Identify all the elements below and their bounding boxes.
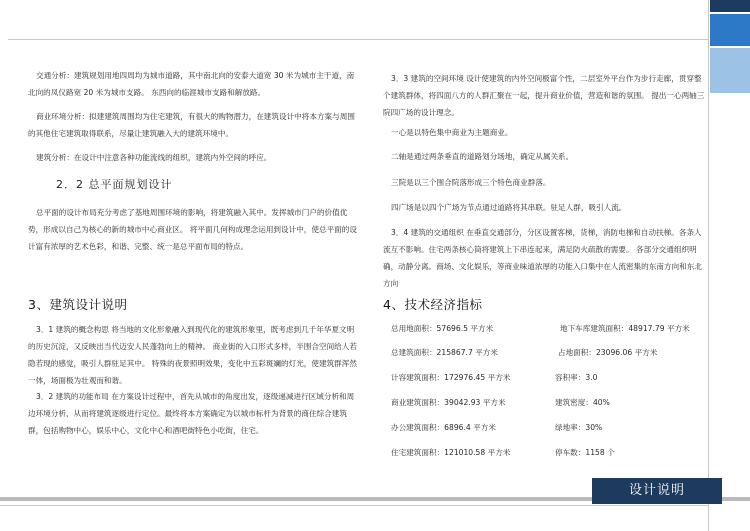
stat-total-land-area: 总用地面积：57696.5 平方米 [391,324,494,333]
traffic-analysis: 交通分析：建筑规划用地四周均为城市道路，其中南北向的安泰大道宽 30 米为城市主干道，南北向的凤仪路宽 20 米为城市支路。 东西向的临涯城市支路和解放路。 [28,71,355,97]
stat-plot-ratio: 容积率：3.0 [555,373,598,382]
bottom-rule-thin [0,505,708,506]
corner-block-blue [710,14,750,46]
stat-green-ratio: 绿地率：30% [555,423,603,432]
footer-title: 设计说明 [592,478,722,504]
section-4-title: 4、技术经济指标 [383,297,483,312]
section-3-3: 3．3 建筑的空间环境 设计使建筑的内外空间极富个性，二层室外平台作为步行走廊，贯穿整个建筑群体，将四面八方的人群汇聚在一起，提升商业价值，营造和谐的氛围。 提出一心两轴三院四广场的设计理念。 [383,74,705,117]
commerce-analysis: 商业环境分析：拟建建筑周围均为住宅建筑，有很大的购物潜力，在建筑设计中将本方案与周围的其他住宅建筑取得联系，尽量让建筑融入大的建筑环境中。 [28,112,355,138]
concept-four-squares: 四广场是以四个广场为节点通过道路将其串联。驻足人群，吸引人流。 [391,203,627,212]
section-3-1: 3．1 建筑的概念构思 将当地的文化形象融入到现代化的建筑形象里，既考虑到几千年华夏文明的历史沉淀，又反映出当代迈安人民蓬勃向上的精神。 商业街的入口形式多样，半围合空间给人若隐若现的感觉，吸引人群驻足其中。 特殊的夜景照明效果，变化中五彩斑斓的灯光，使建筑群浑然一体，场面极为壮观而和谐。 [28,325,357,385]
stat-commercial-area: 商业建筑面积：39042.93 平方米 [391,398,506,407]
corner-block-navy [710,0,750,12]
stat-parking-count: 停车数：1158 个 [555,448,615,457]
stat-total-building-area: 总建筑面积：215867.7 平方米 [391,348,498,357]
section-3-2: 3．2 建筑的功能布局 在方案设计过程中，首先从城市的角度出发，逐级递减进行区域分析和周边环境分析，从而将建筑逐级进行定位。最终将本方案确定为以城市标杆为背景的商住综合建筑群，包括购物中心，娱乐中心，文化中心和酒吧街特色小吃街，住宅。 [28,392,355,435]
corner-block-light [710,48,750,93]
stat-far-building-area: 计容建筑面积：172976.45 平方米 [391,373,511,382]
building-analysis: 建筑分析：在设计中注意各种功能流线的组织，建筑内外空间的呼应。 [36,153,272,162]
stat-footprint-area: 占地面积：23096.06 平方米 [558,348,658,357]
plan-description: 总平面的设计布局充分考虑了基地周围环境的影响，将建筑融入其中。发挥城市门户的价值优势，形成以自己为核心的新的城市中心商业区。 将平面几何构成理念运用到设计中，使总平面的设计富有浓厚的艺术色彩，和谐、完整、统一是总平面布局的特点。 [28,208,357,251]
top-rule [8,39,708,40]
stat-office-area: 办公建筑面积：6896.4 平方米 [391,423,496,432]
stat-residential-area: 住宅建筑面积：121010.58 平方米 [391,448,511,457]
concept-two-axes: 二轴是通过两条垂直的道路划分场地，确定从属关系。 [391,152,574,161]
vertical-rule [708,0,709,531]
section-2-2-title: 2．2 总平面规划设计 [56,178,173,191]
concept-three-courtyards: 三院是以三个围合院落形成三个特色商业群落。 [391,178,551,187]
concept-one-center: 一心是以特色集中商业为主题商业。 [391,128,513,137]
section-3-4: 3．4 建筑的交通组织 在垂直交通部分，分区设置客梯，货梯，消防电梯和自动扶梯。各条人流互不影响。住宅两条核心筒将建筑上下串连起来，满足防火疏散的需要。 各部分交通组织明确，动静分离。商场、文化娱乐，等商业味道浓厚的功能入口集中在人流密集的东南方向和东北方向 [383,228,702,288]
section-3-title: 3、建筑设计说明 [28,297,128,312]
stat-building-density: 建筑密度：40% [555,398,610,407]
stat-underground-garage-area: 地下车库建筑面积：48917.79 平方米 [560,324,690,333]
